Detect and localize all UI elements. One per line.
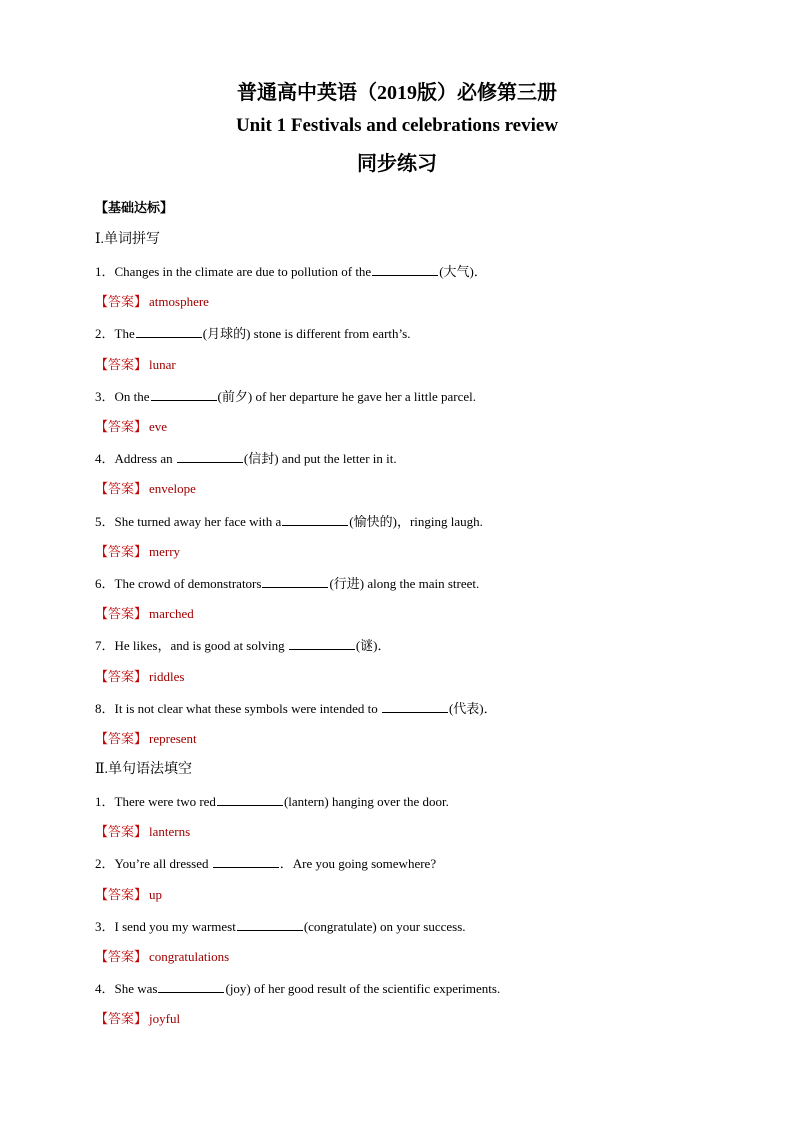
answer-line bbox=[95, 948, 229, 967]
answer-blank[interactable] bbox=[237, 917, 303, 931]
answer-line bbox=[95, 480, 196, 499]
answer-label: 【答案】 bbox=[95, 607, 148, 623]
question-item bbox=[95, 979, 500, 998]
document-title-chinese: 普通高中英语（2019版）必修第三册 bbox=[237, 82, 557, 104]
question-number: 6． bbox=[95, 576, 115, 591]
answer-line bbox=[95, 730, 197, 749]
question-number: 7． bbox=[95, 638, 115, 654]
question-text-before: On the bbox=[114, 388, 150, 404]
question-text-after: (congratulate) on your success. bbox=[303, 918, 466, 934]
answer-text: lanterns bbox=[149, 824, 191, 840]
question-text-after: (前夕) of her departure he gave her a little parcel. bbox=[217, 388, 476, 404]
section-label bbox=[95, 199, 173, 218]
answer-text: represent bbox=[149, 731, 197, 746]
question-number: 4． bbox=[95, 451, 115, 467]
question-number: 3． bbox=[95, 388, 115, 404]
answer-blank[interactable] bbox=[262, 574, 328, 588]
question-text-before: She turned away her face with a bbox=[114, 513, 282, 529]
answer-text: congratulations bbox=[149, 949, 230, 964]
answer-line bbox=[95, 668, 184, 687]
answer-label: 【答案】 bbox=[95, 825, 148, 841]
document-subtitle: 同步练习 bbox=[357, 153, 437, 175]
question-item bbox=[95, 574, 479, 593]
part2-heading: Ⅱ.单句语法填空 bbox=[95, 762, 193, 777]
question-text-before: She was bbox=[114, 981, 158, 997]
answer-blank[interactable] bbox=[177, 449, 243, 463]
answer-blank[interactable] bbox=[282, 512, 348, 526]
question-text-after: (代表)． bbox=[448, 700, 497, 716]
answer-label: 【答案】 bbox=[95, 357, 148, 373]
question-text-before: He likes，and is good at solving bbox=[114, 638, 288, 654]
question-text-before: Changes in the climate are due to pollution of the bbox=[114, 264, 372, 279]
answer-line bbox=[95, 1010, 180, 1029]
answer-text: atmosphere bbox=[149, 294, 209, 310]
answer-blank[interactable] bbox=[213, 854, 279, 868]
question-item bbox=[95, 512, 483, 531]
question-number: 2． bbox=[95, 856, 115, 872]
question-item bbox=[95, 449, 397, 468]
answer-blank[interactable] bbox=[372, 262, 438, 276]
question-number: 8． bbox=[95, 700, 115, 716]
question-text-after: (信封) and put the letter in it. bbox=[243, 451, 397, 467]
question-item bbox=[95, 917, 466, 936]
question-text-before: There were two red bbox=[114, 794, 216, 809]
question-text-before: You’re all dressed bbox=[114, 856, 212, 872]
question-item bbox=[95, 854, 436, 873]
question-text-after: (行进) along the main street. bbox=[329, 576, 480, 591]
answer-text: eve bbox=[149, 419, 168, 434]
question-item bbox=[95, 324, 410, 343]
answer-blank[interactable] bbox=[151, 387, 217, 401]
question-item bbox=[95, 699, 497, 718]
question-text-after: (月球的) stone is different from earth’s. bbox=[202, 326, 411, 342]
question-text-before: Address an bbox=[114, 451, 176, 467]
answer-blank[interactable] bbox=[158, 979, 224, 993]
answer-text: lunar bbox=[149, 356, 176, 372]
document-title-english: Unit 1 Festivals and celebrations review bbox=[235, 115, 559, 136]
question-text-after: (lantern) hanging over the door. bbox=[283, 794, 449, 809]
answer-blank[interactable] bbox=[289, 636, 355, 650]
question-item bbox=[95, 262, 487, 281]
answer-line bbox=[95, 605, 194, 624]
answer-text: merry bbox=[149, 543, 181, 559]
answer-label: 【答案】 bbox=[95, 887, 148, 903]
answer-line bbox=[95, 418, 167, 437]
question-number: 5． bbox=[95, 513, 115, 529]
answer-line bbox=[95, 356, 176, 375]
answer-label: 【答案】 bbox=[95, 950, 148, 965]
question-text-after: (谜)． bbox=[355, 638, 391, 654]
answer-line bbox=[95, 823, 190, 842]
answer-text: marched bbox=[149, 606, 194, 622]
section-label-text: 【基础达标】 bbox=[95, 201, 174, 216]
answer-label: 【答案】 bbox=[95, 669, 148, 685]
answer-blank[interactable] bbox=[136, 324, 202, 338]
answer-text: joyful bbox=[149, 1011, 181, 1027]
answer-line bbox=[95, 886, 162, 905]
answer-text: riddles bbox=[149, 668, 185, 684]
question-item bbox=[95, 792, 449, 811]
question-text-before: The bbox=[114, 326, 135, 342]
answer-label: 【答案】 bbox=[95, 482, 148, 498]
question-text-before: I send you my warmest bbox=[114, 918, 236, 934]
question-number: 4． bbox=[95, 981, 115, 997]
answer-label: 【答案】 bbox=[95, 732, 148, 747]
answer-blank[interactable] bbox=[382, 699, 448, 713]
question-number: 1． bbox=[95, 794, 115, 809]
question-text-after: (joy) of her good result of the scientific experiments. bbox=[225, 981, 501, 997]
question-text-before: It is not clear what these symbols were intended to bbox=[114, 700, 381, 716]
answer-line bbox=[95, 293, 209, 312]
question-number: 2． bbox=[95, 326, 115, 342]
answer-blank[interactable] bbox=[217, 792, 283, 806]
question-text-after: (大气)． bbox=[439, 264, 487, 279]
answer-label: 【答案】 bbox=[95, 1012, 148, 1028]
answer-label: 【答案】 bbox=[95, 295, 148, 311]
question-item bbox=[95, 636, 391, 655]
question-text-after: ．Are you going somewhere? bbox=[279, 856, 437, 872]
answer-text: envelope bbox=[149, 481, 196, 497]
part1-heading: Ⅰ.单词拼写 bbox=[95, 232, 161, 247]
answer-line bbox=[95, 543, 180, 562]
answer-label: 【答案】 bbox=[95, 420, 148, 435]
answer-text: up bbox=[149, 886, 163, 902]
question-text-after: (愉快的)，ringing laugh. bbox=[349, 513, 483, 529]
question-number: 3． bbox=[95, 918, 115, 934]
question-text-before: The crowd of demonstrators bbox=[114, 576, 262, 591]
answer-label: 【答案】 bbox=[95, 544, 148, 560]
question-item bbox=[95, 387, 476, 406]
question-number: 1． bbox=[95, 264, 115, 279]
